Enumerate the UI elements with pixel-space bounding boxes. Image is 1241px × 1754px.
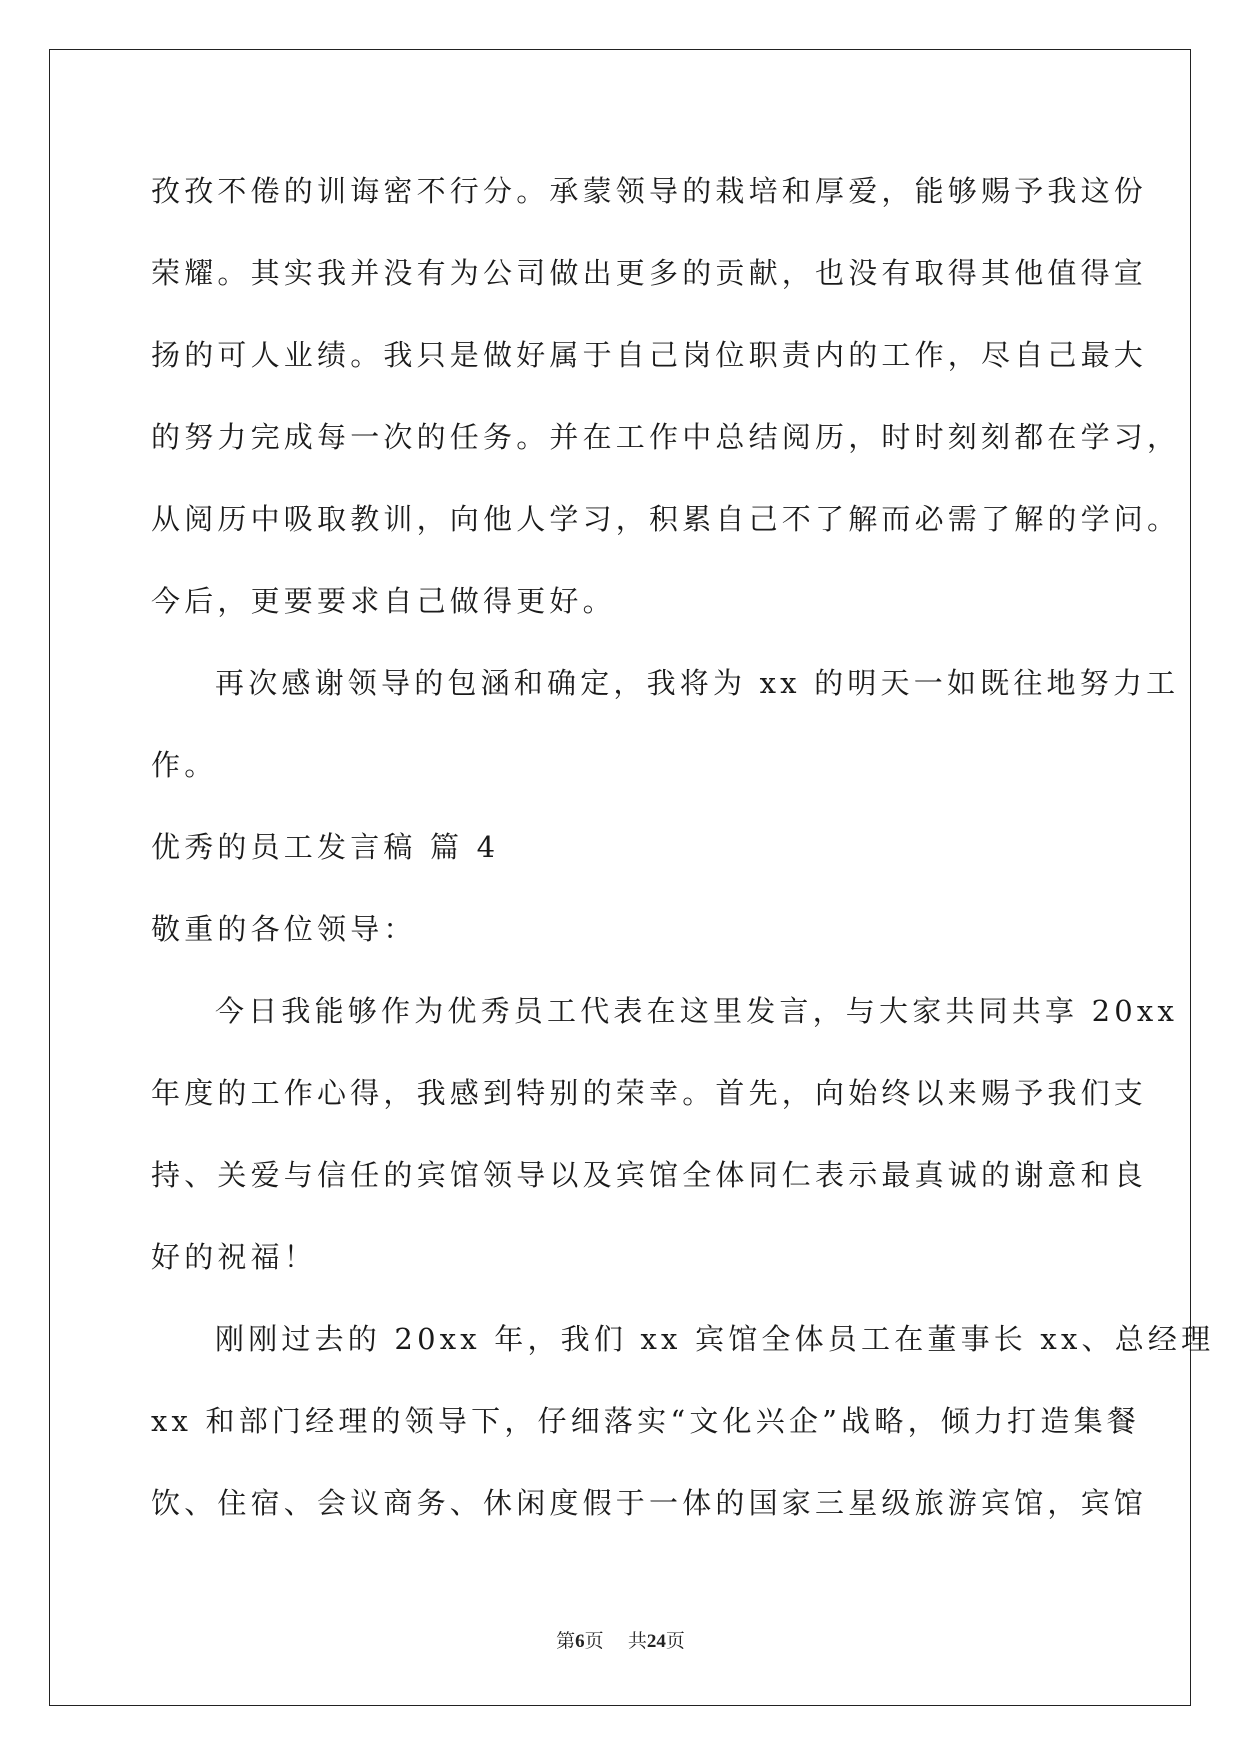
salutation: 敬重的各位领导： bbox=[151, 912, 417, 946]
body-line: 的努力完成每一次的任务。并在工作中总结阅历，时时刻刻都在学习， bbox=[151, 420, 1181, 454]
body-line: 荣耀。其实我并没有为公司做出更多的贡献，也没有取得其他值得宣 bbox=[151, 256, 1148, 290]
page-footer bbox=[0, 1628, 1241, 1655]
footer-total-suffix: 页 bbox=[665, 1630, 685, 1652]
paragraph-start-line: 再次感谢领导的包涵和确定，我将为 xx 的明天一如既往地努力工 bbox=[215, 666, 1180, 700]
footer-page-word: 页 bbox=[584, 1630, 604, 1652]
body-line: 孜孜不倦的训诲密不行分。承蒙领导的栽培和厚爱，能够赐予我这份 bbox=[151, 174, 1148, 208]
paragraph-start-line: 今日我能够作为优秀员工代表在这里发言，与大家共同共享 20xx bbox=[215, 994, 1179, 1028]
body-line: 今后，更要要求自己做得更好。 bbox=[151, 584, 616, 618]
total-page-number: 24 bbox=[646, 1631, 666, 1652]
footer-prefix: 第 bbox=[556, 1630, 576, 1652]
paragraph-start-line: 刚刚过去的 20xx 年，我们 xx 宾馆全体员工在董事长 xx、总经理 bbox=[215, 1322, 1215, 1356]
document-body bbox=[151, 150, 1215, 1544]
section-heading: 优秀的员工发言稿 篇 4 bbox=[151, 830, 500, 864]
body-line: xx 和部门经理的领导下，仔细落实“文化兴企”战略，倾力打造集餐 bbox=[151, 1404, 1140, 1438]
body-line: 年度的工作心得，我感到特别的荣幸。首先，向始终以来赐予我们支 bbox=[151, 1076, 1148, 1110]
body-line: 作。 bbox=[151, 748, 218, 782]
body-line: 从阅历中吸取教训，向他人学习，积累自己不了解而必需了解的学问。 bbox=[151, 502, 1181, 536]
body-line: 饮、住宿、会议商务、休闲度假于一体的国家三星级旅游宾馆，宾馆 bbox=[151, 1486, 1148, 1520]
body-line: 好的祝福！ bbox=[151, 1240, 318, 1274]
body-line: 扬的可人业绩。我只是做好属于自己岗位职责内的工作，尽自己最大 bbox=[151, 338, 1148, 372]
footer-total-prefix: 共 bbox=[627, 1630, 647, 1652]
body-line: 持、关爱与信任的宾馆领导以及宾馆全体同仁表示最真诚的谢意和良 bbox=[151, 1158, 1148, 1192]
current-page-number: 6 bbox=[575, 1631, 585, 1652]
